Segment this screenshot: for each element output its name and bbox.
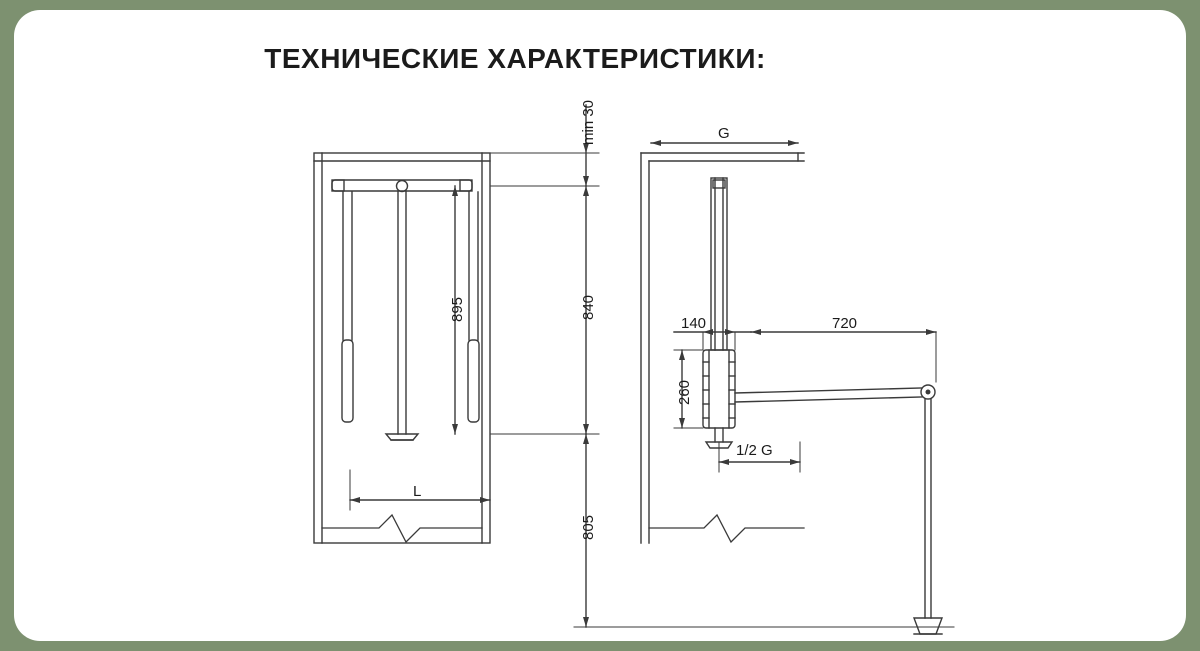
label-min-30: min 30 xyxy=(580,99,597,145)
witness-lines-front xyxy=(490,153,599,434)
dim-720 xyxy=(751,329,936,382)
side-view-swing-arm xyxy=(735,385,942,634)
label-720: 720 xyxy=(832,315,858,332)
label-895: 895 xyxy=(449,296,466,322)
technical-drawing xyxy=(14,10,1186,641)
side-view-tube xyxy=(711,178,727,350)
page-title: ТЕХНИЧЕСКИЕ ХАРАКТЕРИСТИКИ: xyxy=(264,43,766,74)
label-half-G: 1/2 G xyxy=(736,442,773,459)
white-card xyxy=(14,10,1186,641)
side-view-bracket xyxy=(703,350,735,428)
label-840: 840 xyxy=(580,294,597,320)
dim-140 xyxy=(674,329,751,350)
label-260: 260 xyxy=(676,379,693,405)
front-view-right-arm xyxy=(468,192,479,422)
front-view-left-arm xyxy=(342,192,353,422)
front-view-cabinet xyxy=(314,153,490,543)
label-G: G xyxy=(718,125,730,142)
front-view-break-line xyxy=(322,515,482,542)
front-view-center-tube xyxy=(386,191,418,440)
label-L: L xyxy=(413,483,422,500)
label-140: 140 xyxy=(681,315,707,332)
front-view-top-rail xyxy=(332,180,472,192)
label-805: 805 xyxy=(580,514,597,540)
